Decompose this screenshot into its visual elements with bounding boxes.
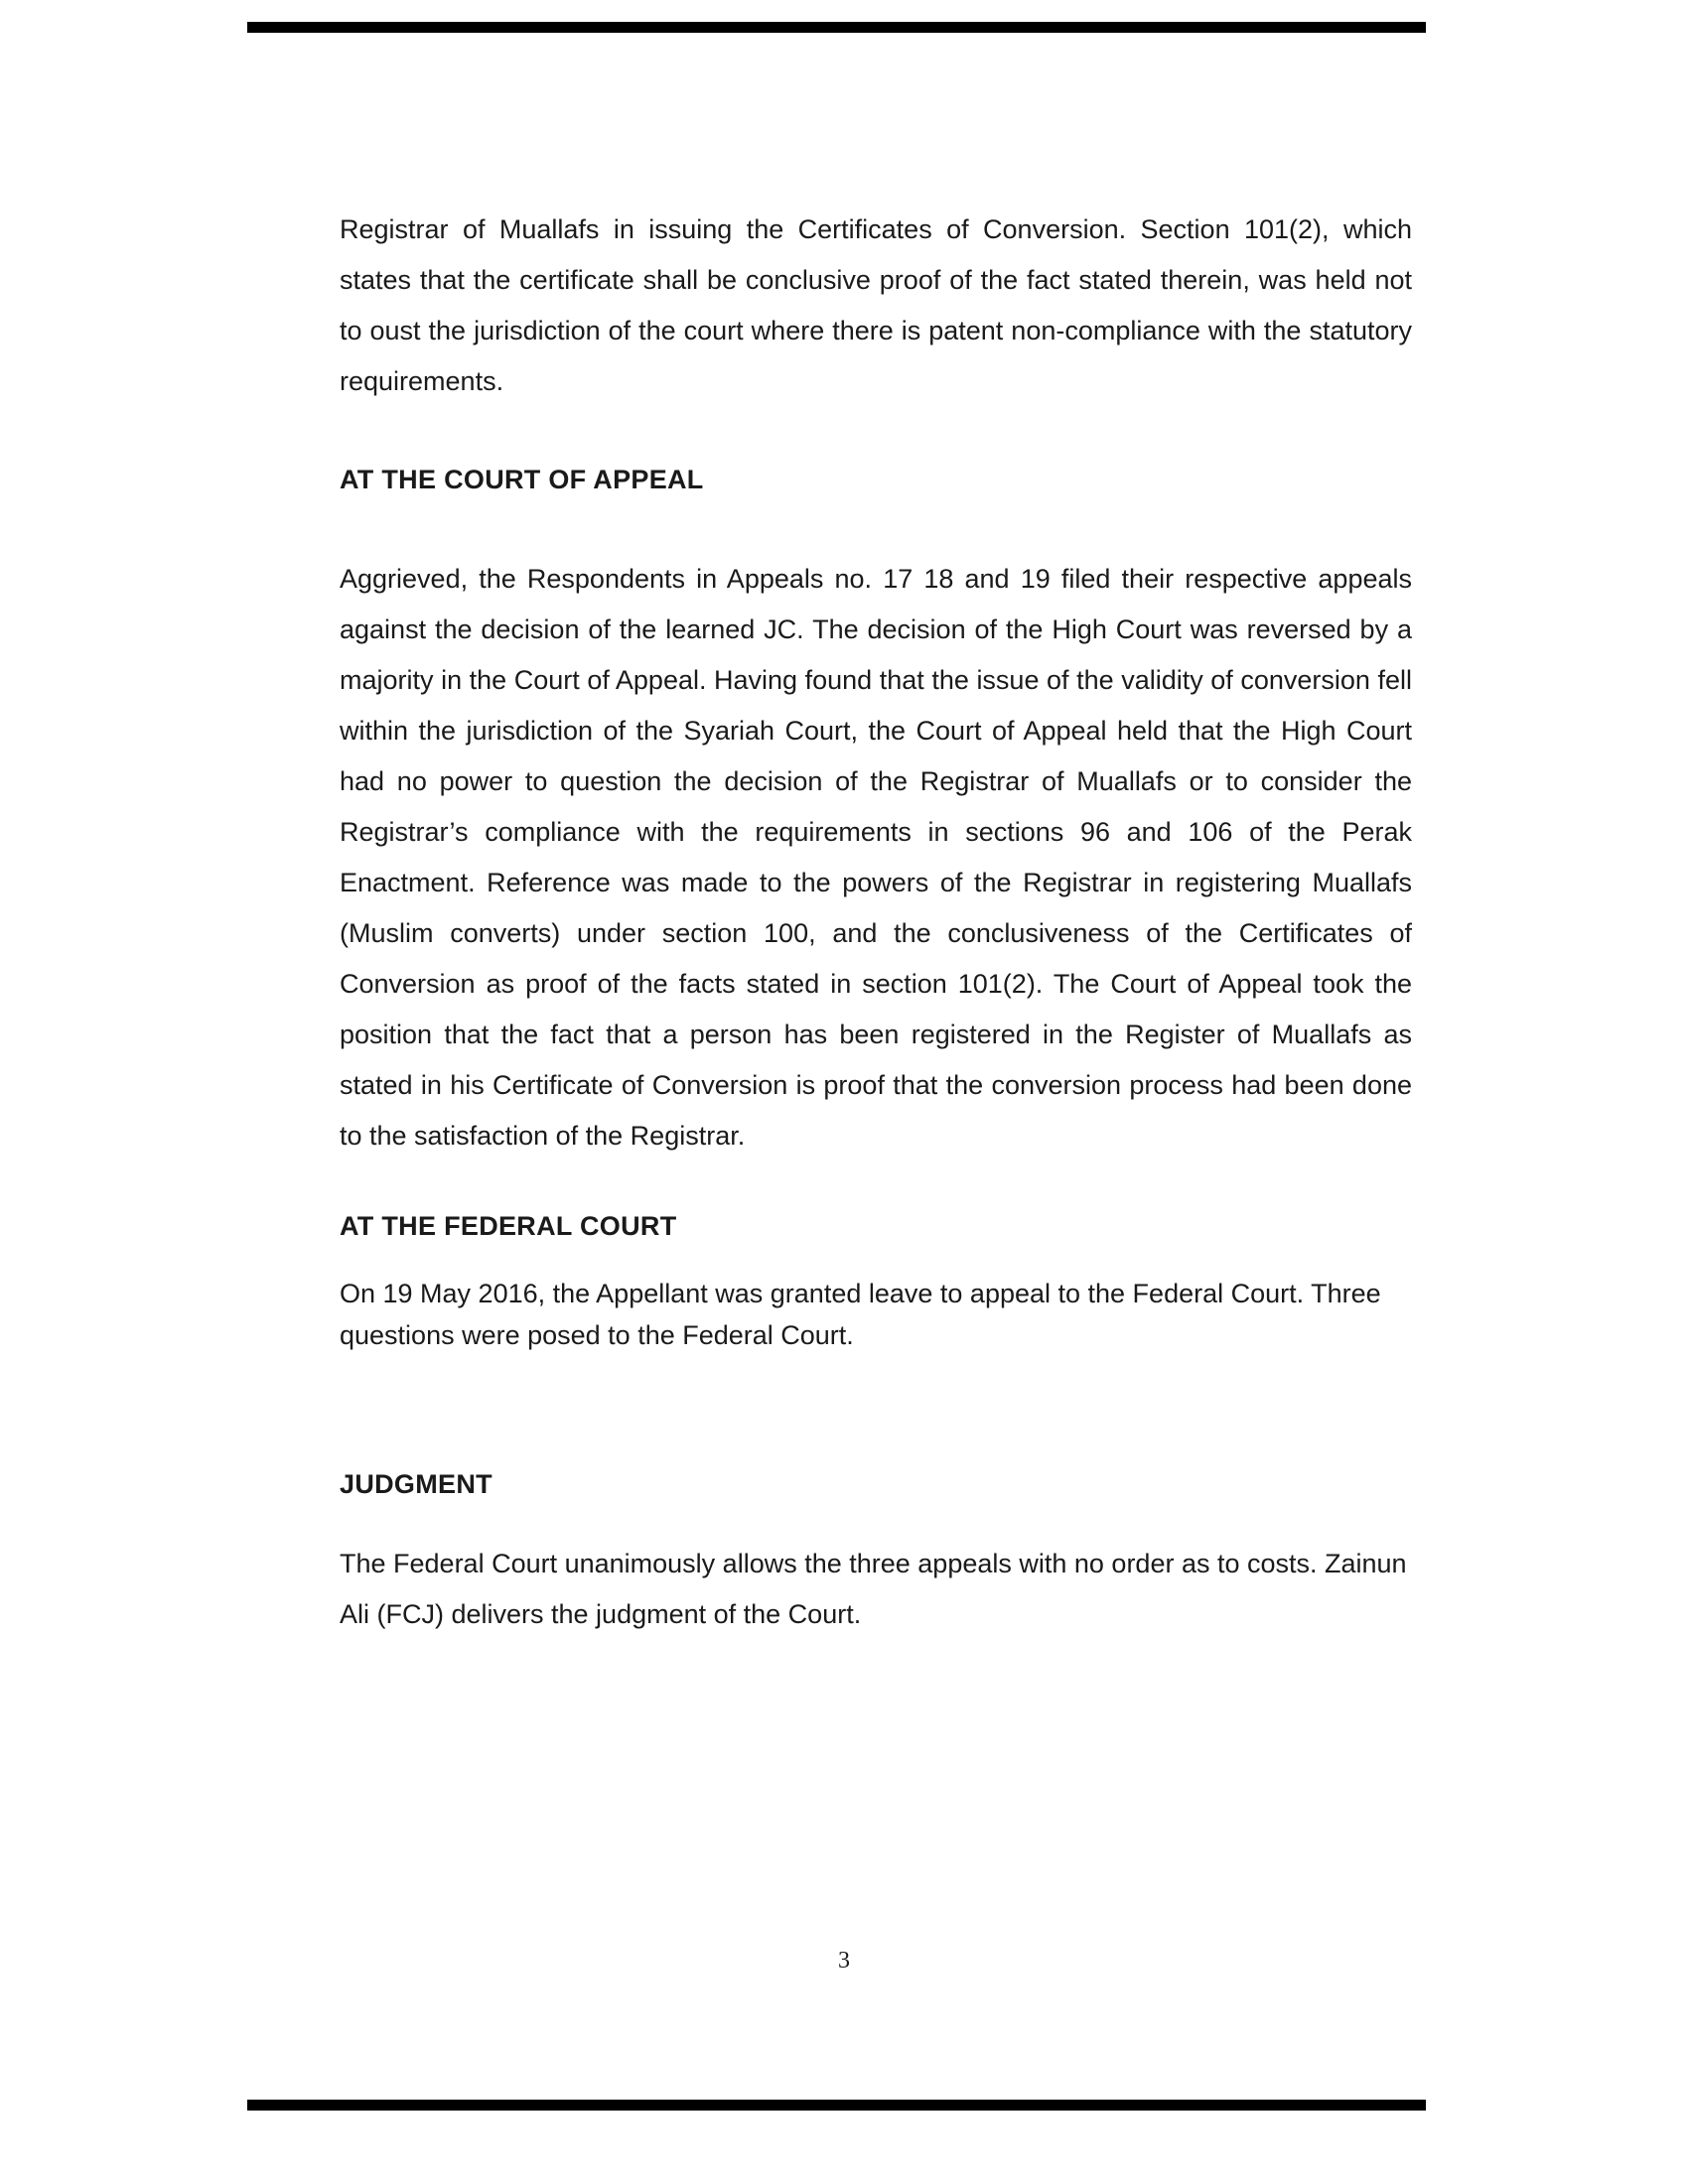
bottom-rule (247, 2100, 1426, 2111)
judgment-paragraph: The Federal Court unanimously allows the three appeals with no order as to costs. Zainun Ali (FCJ) delivers the judgment of the Court. (340, 1549, 1407, 1629)
federal-court-paragraph: On 19 May 2016, the Appellant was granted leave to appeal to the Federal Court. Three questions were posed to the Federal Court. (340, 1279, 1381, 1350)
top-rule (247, 22, 1426, 33)
heading-court-of-appeal: AT THE COURT OF APPEAL (340, 465, 704, 494)
page-number: 3 (838, 1948, 850, 1974)
intro-paragraph: Registrar of Muallafs in issuing the Certificates of Conversion. Section 101(2), which states that the certificate shall be conclusive proof of the fact stated therein, was held not to oust the jurisdiction of the court where there is patent non-compliance with the statutory requirements. (340, 214, 1412, 396)
court-of-appeal-paragraph: Aggrieved, the Respondents in Appeals no. 17 18 and 19 filed their respective appeals against the decision of the learned JC. The decision of the High Court was reversed by a majority in the Court of Appeal. Having found that the issue of the validity of conversion fell within the jurisdiction of the Syariah Court, the Court of Appeal held that the High Court had no power to question the decision of the Registrar of Muallafs or to consider the Registrar’s compliance with the requirements in sections 96 and 106 of the Perak Enactment. Reference was made to the powers of the Registrar in registering Muallafs (Muslim converts) under section 100, and the conclusiveness of the Certificates of Conversion as proof of the facts stated in section 101(2). The Court of Appeal took the position that the fact that a person has been registered in the Register of Muallafs as stated in his Certificate of Conversion is proof that the conversion process had been done to the satisfaction of the Registrar. (340, 564, 1412, 1151)
document-body (340, 205, 1412, 1640)
heading-judgment: JUDGMENT (340, 1469, 492, 1499)
heading-federal-court: AT THE FEDERAL COURT (340, 1211, 677, 1241)
